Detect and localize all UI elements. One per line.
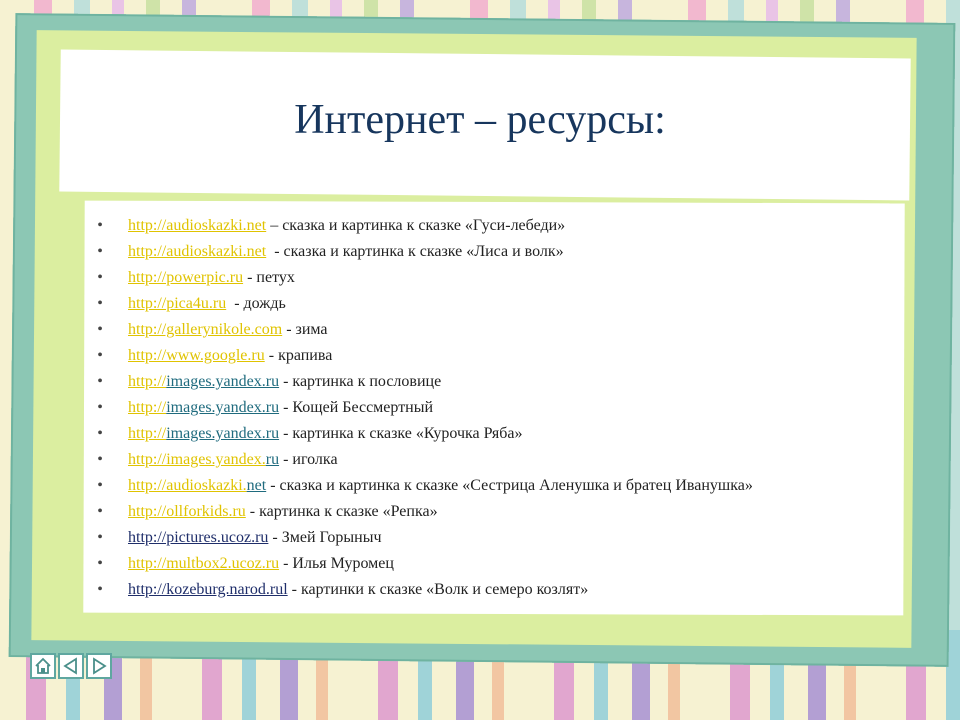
resource-link[interactable]: http://audioskazki. — [128, 477, 247, 494]
next-arrow-icon — [90, 657, 108, 675]
bullet: • — [97, 451, 103, 468]
resource-link[interactable]: http://audioskazki.net — [128, 243, 267, 260]
resource-description: – сказка и картинка к сказке «Гуси-лебеди» — [266, 217, 566, 234]
links-list — [90, 213, 890, 603]
resource-description: - зима — [282, 321, 328, 338]
resource-description: - картинка к сказке «Репка» — [245, 503, 438, 520]
link-list-item — [90, 395, 890, 421]
resource-description: - сказка и картинка к сказке «Лиса и волк» — [266, 243, 564, 260]
bullet: • — [97, 321, 103, 338]
previous-slide-button[interactable] — [58, 653, 84, 679]
bullet: • — [97, 555, 103, 572]
resource-link[interactable]: net — [246, 477, 267, 494]
link-list-item — [90, 551, 890, 577]
home-button[interactable] — [30, 653, 56, 679]
resource-link[interactable]: http://audioskazki.net — [128, 217, 267, 234]
bullet: • — [97, 347, 103, 364]
bullet: • — [97, 425, 103, 442]
bullet: • — [97, 373, 103, 390]
resource-link[interactable]: http:// — [128, 425, 167, 442]
bullet: • — [97, 503, 103, 520]
resource-description: - Кощей Бессмертный — [279, 399, 434, 416]
resource-description: - Змей Горыныч — [268, 529, 382, 546]
bullet: • — [97, 399, 103, 416]
resource-link[interactable]: http://images.yandex. — [128, 451, 266, 468]
link-list-item — [90, 317, 890, 343]
resource-link[interactable]: http://www.google.ru — [128, 347, 265, 364]
bullet: • — [97, 477, 103, 494]
resource-description: - картинка к пословице — [279, 373, 442, 390]
link-list-item — [90, 499, 890, 525]
resource-link[interactable]: images.yandex.ru — [166, 425, 280, 442]
link-list-item — [90, 265, 890, 291]
slide-title: Интернет – ресурсы: — [294, 97, 666, 143]
resource-link[interactable]: http://gallerynikole.com — [128, 321, 283, 338]
home-icon — [34, 657, 52, 675]
prev-arrow-icon — [62, 657, 80, 675]
next-slide-button[interactable] — [86, 653, 112, 679]
resource-description: - картинка к сказке «Курочка Ряба» — [279, 425, 523, 442]
link-list-item — [90, 343, 890, 369]
resource-link[interactable]: http://multbox2.ucoz.ru — [128, 555, 280, 572]
link-list-item — [90, 525, 890, 551]
resource-description: - дождь — [226, 295, 286, 312]
resource-link[interactable]: http://kozeburg.narod.rul — [128, 581, 288, 598]
slide-navigation — [30, 653, 112, 679]
resource-description: - крапива — [264, 347, 333, 364]
bullet: • — [97, 295, 103, 312]
resource-link[interactable]: http://pica4u.ru — [128, 295, 227, 312]
resource-link[interactable]: http://ollforkids.ru — [128, 503, 246, 520]
link-list-item — [90, 291, 890, 317]
bullet: • — [97, 581, 103, 598]
resource-link[interactable]: images.yandex.ru — [166, 399, 280, 416]
resource-link[interactable]: http:// — [128, 399, 167, 416]
link-list-item — [90, 447, 890, 473]
bullet: • — [97, 243, 103, 260]
resource-description: - картинки к сказке «Волк и семеро козлят» — [287, 581, 589, 598]
resource-description: - сказка и картинка к сказке «Сестрица Аленушка и братец Иванушка» — [266, 477, 753, 494]
resource-description: - иголка — [279, 451, 338, 468]
resource-link[interactable]: http:// — [128, 373, 167, 390]
link-list-item — [90, 473, 890, 499]
bullet: • — [97, 529, 103, 546]
bullet: • — [97, 269, 103, 286]
resource-link[interactable]: images.yandex.ru — [166, 373, 280, 390]
resource-link[interactable]: http://powerpic.ru — [128, 269, 244, 286]
link-list-item — [90, 213, 890, 239]
link-list-item — [90, 421, 890, 447]
link-list-item — [90, 239, 890, 265]
resource-description: - Илья Муромец — [279, 555, 394, 572]
resource-link[interactable]: http://pictures.ucoz.ru — [128, 529, 269, 546]
link-list-item — [90, 369, 890, 395]
bullet: • — [97, 217, 103, 234]
resource-link[interactable]: ru — [265, 451, 280, 468]
link-list-item — [90, 577, 890, 603]
resource-description: - петух — [243, 269, 295, 286]
